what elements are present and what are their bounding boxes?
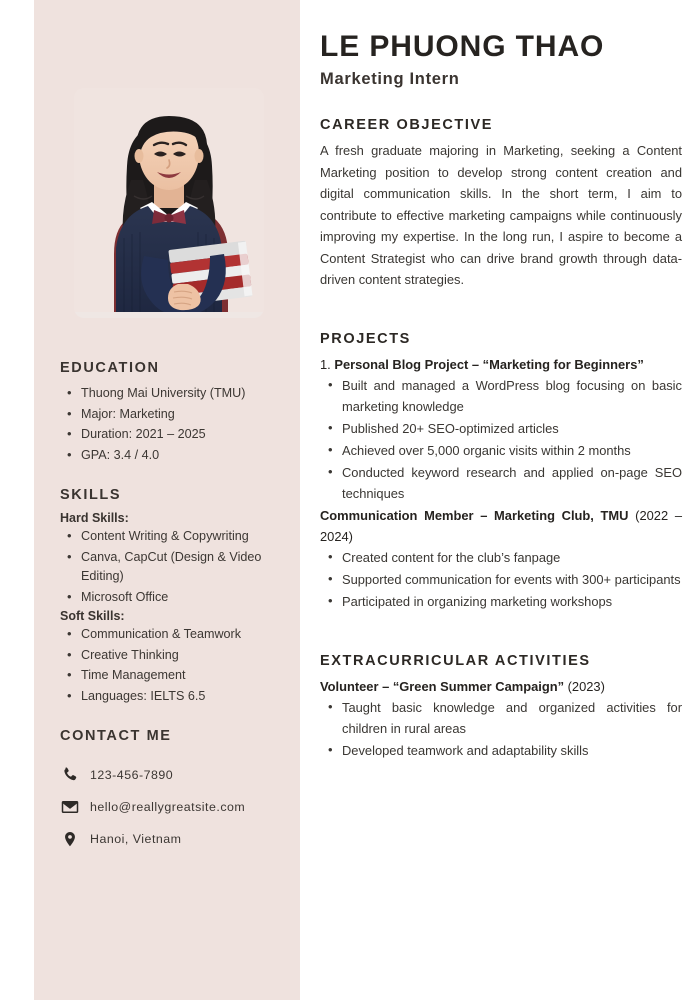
list-item: • Content Writing & Copywriting (64, 527, 282, 547)
hard-skills-label: Hard Skills: (60, 511, 129, 526)
contact-heading: CONTACT ME (60, 728, 172, 745)
list-item: • Conducted keyword research and applied on-page SEO techniques (326, 462, 682, 504)
project-title-bold: Personal Blog Project – “Marketing for Beginners” (334, 356, 644, 372)
location-icon (60, 829, 79, 848)
project-entry (320, 354, 682, 504)
email-icon (60, 797, 79, 816)
list-item: • Major: Marketing (64, 405, 282, 425)
skills-section (60, 487, 282, 706)
page-title: LE PHUONG THAO (320, 30, 605, 63)
soft-skills-label: Soft Skills: (60, 609, 125, 624)
project-title (320, 505, 682, 547)
email-value: hello@reallygreatsite.com (90, 799, 246, 814)
extracurricular-title-bold: Volunteer – “Green Summer Campaign” (320, 679, 565, 695)
extracurricular-section (320, 653, 682, 761)
project-number: 1. (320, 356, 331, 372)
list-item: • GPA: 3.4 / 4.0 (64, 446, 282, 466)
project-title (320, 354, 682, 375)
extracurricular-heading: EXTRACURRICULAR ACTIVITIES (320, 653, 591, 670)
career-objective-heading: CAREER OBJECTIVE (320, 117, 494, 133)
list-item: • Duration: 2021 – 2025 (64, 425, 282, 445)
list-item: • Thuong Mai University (TMU) (64, 384, 282, 404)
project-bullets (326, 547, 682, 612)
list-item: • Languages: IELTS 6.5 (64, 687, 282, 707)
education-list (64, 384, 282, 465)
list-item: • Taught basic knowledge and organized activities for children in rural areas (326, 697, 682, 739)
education-heading: EDUCATION (60, 360, 160, 376)
list-item: • Published 20+ SEO-optimized articles (326, 418, 682, 439)
projects-section (320, 331, 682, 612)
project-entry (320, 505, 682, 612)
list-item: • Developed teamwork and adaptability skills (326, 740, 682, 761)
soft-skills-list (64, 625, 282, 706)
sidebar (34, 0, 300, 1000)
extracurricular-bullets (326, 697, 682, 761)
list-item: • Time Management (64, 666, 282, 686)
project-title-bold: Communication Member – Marketing Club, TMU (320, 508, 629, 524)
project-bullets (326, 375, 682, 504)
list-item: • Achieved over 5,000 organic visits within 2 months (326, 440, 682, 461)
extracurricular-title (320, 676, 682, 697)
contact-row-email[interactable] (60, 797, 282, 816)
job-role: Marketing Intern (320, 70, 460, 88)
hard-skills-list (64, 527, 282, 607)
profile-photo (74, 88, 264, 318)
list-item: • Built and managed a WordPress blog focusing on basic marketing knowledge (326, 375, 682, 417)
list-item: • Communication & Teamwork (64, 625, 282, 645)
list-item: • Canva, CapCut (Design & Video Editing) (64, 548, 282, 587)
career-objective-text: A fresh graduate majoring in Marketing, seeking a Content Marketing position to develop strong content creation and digital communication skills. In the short term, I aim to contribute to effective marketing campaigns while continuously improving my expertise. In the long run, I aspire to become a Content Strategist who can drive brand growth through data-driven content strategies. (320, 143, 682, 288)
projects-heading: PROJECTS (320, 330, 411, 347)
skills-heading: SKILLS (60, 487, 122, 504)
list-item: • Created content for the club’s fanpage (326, 547, 682, 568)
extracurricular-title-regular: (2023) (564, 679, 605, 695)
list-item: • Creative Thinking (64, 646, 282, 666)
list-item: • Microsoft Office (64, 588, 282, 608)
portrait-illustration (74, 88, 264, 318)
main-column (320, 0, 682, 762)
career-objective-section (320, 117, 682, 291)
project-title-regular: (2022 – 2024) (320, 508, 682, 545)
contact-row-phone[interactable] (60, 765, 282, 784)
phone-value: 123-456-7890 (90, 767, 174, 782)
education-section (60, 360, 282, 465)
list-item: • Supported communication for events with 300+ participants (326, 569, 682, 590)
phone-icon (60, 765, 79, 784)
location-value: Hanoi, Vietnam (90, 831, 182, 846)
contact-row-location[interactable] (60, 829, 282, 848)
extracurricular-entry (320, 676, 682, 761)
contact-section (60, 728, 282, 848)
list-item: • Participated in organizing marketing workshops (326, 591, 682, 612)
sidebar-content (60, 360, 282, 861)
